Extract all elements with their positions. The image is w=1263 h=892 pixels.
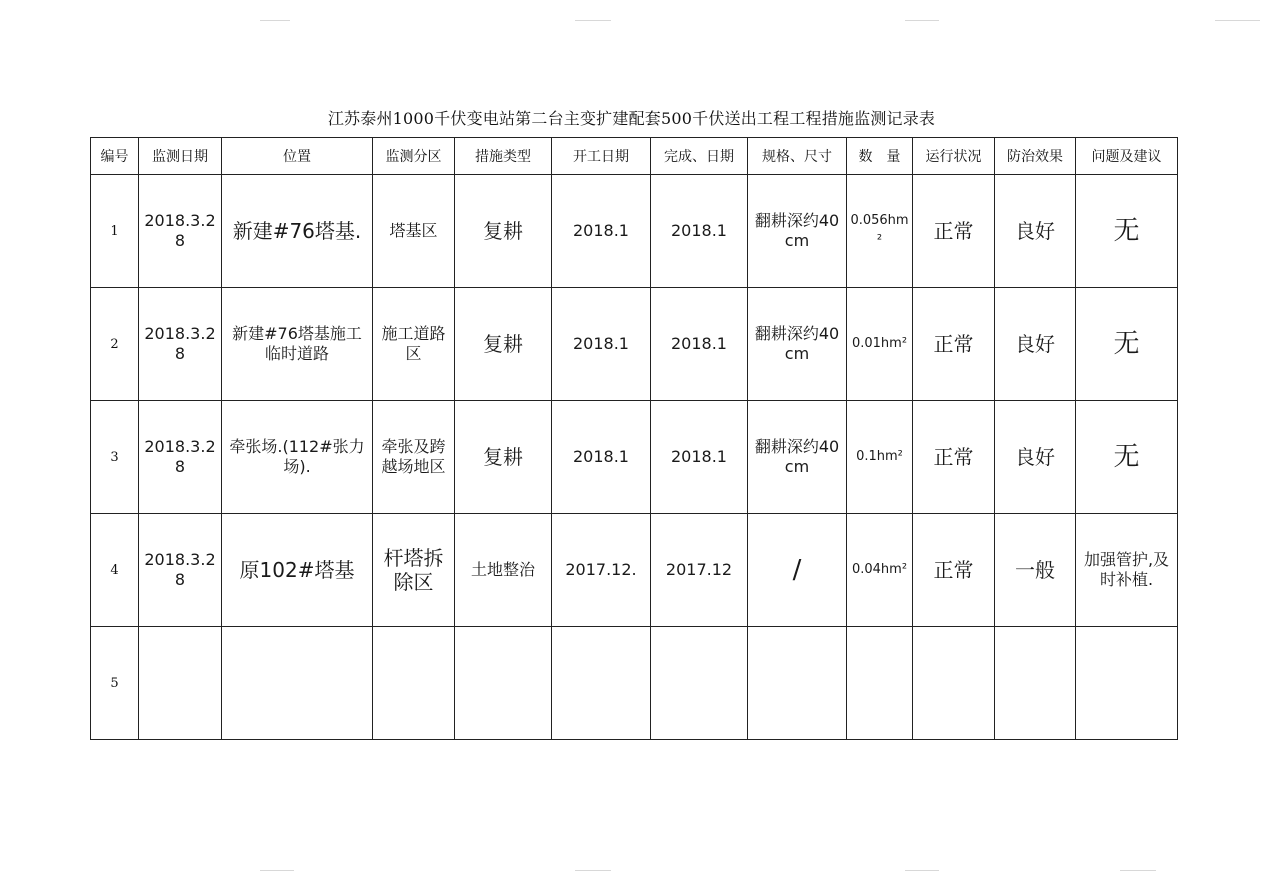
row-effect: 良好 — [995, 288, 1076, 401]
scan-artifact — [905, 20, 939, 21]
row-zone — [373, 627, 455, 740]
row-finish: 2018.1 — [651, 401, 748, 514]
row-measure: 复耕 — [455, 175, 552, 288]
row-id: 1 — [91, 175, 139, 288]
row-quantity — [847, 627, 913, 740]
row-effect: 一般 — [995, 514, 1076, 627]
row-zone: 塔基区 — [373, 175, 455, 288]
row-effect: 良好 — [995, 175, 1076, 288]
row-spec: / — [748, 514, 847, 627]
row-start: 2018.1 — [552, 288, 651, 401]
scan-artifact — [1120, 870, 1156, 871]
row-finish — [651, 627, 748, 740]
header-status: 运行状况 — [913, 138, 995, 175]
row-zone: 施工道路区 — [373, 288, 455, 401]
row-status: 正常 — [913, 401, 995, 514]
row-quantity: 0.01hm² — [847, 288, 913, 401]
row-start — [552, 627, 651, 740]
scan-artifact — [260, 870, 294, 871]
table-row — [91, 175, 1178, 288]
monitoring-record-table — [90, 137, 1178, 740]
row-date — [139, 627, 222, 740]
row-quantity: 0.056hm² — [847, 175, 913, 288]
row-location — [222, 627, 373, 740]
row-start: 2018.1 — [552, 401, 651, 514]
header-quantity: 数 量 — [847, 138, 913, 175]
row-suggestion: 无 — [1076, 401, 1178, 514]
row-suggestion — [1076, 627, 1178, 740]
row-date: 2018.3.28 — [139, 401, 222, 514]
document-title: 江苏泰州1000千伏变电站第二台主变扩建配套500千伏送出工程工程措施监测记录表 — [327, 109, 936, 128]
table-row — [91, 401, 1178, 514]
table-header-row — [91, 138, 1178, 175]
row-id: 4 — [91, 514, 139, 627]
row-status: 正常 — [913, 175, 995, 288]
row-measure — [455, 627, 552, 740]
row-measure: 复耕 — [455, 288, 552, 401]
row-quantity: 0.04hm² — [847, 514, 913, 627]
header-effect: 防治效果 — [995, 138, 1076, 175]
header-start-date: 开工日期 — [552, 138, 651, 175]
scan-artifact — [905, 870, 939, 871]
header-location: 位置 — [222, 138, 373, 175]
header-finish-date: 完成、日期 — [651, 138, 748, 175]
header-measure-type: 措施类型 — [455, 138, 552, 175]
row-spec: 翻耕深约40cm — [748, 401, 847, 514]
scan-artifact — [1215, 20, 1260, 21]
row-suggestion: 加强管护,及时补植. — [1076, 514, 1178, 627]
row-status — [913, 627, 995, 740]
row-effect — [995, 627, 1076, 740]
table-row — [91, 627, 1178, 740]
row-quantity: 0.1hm² — [847, 401, 913, 514]
row-finish: 2018.1 — [651, 175, 748, 288]
row-finish: 2017.12 — [651, 514, 748, 627]
row-date: 2018.3.28 — [139, 175, 222, 288]
row-suggestion: 无 — [1076, 175, 1178, 288]
row-spec — [748, 627, 847, 740]
row-location: 原102#塔基 — [222, 514, 373, 627]
row-date: 2018.3.28 — [139, 288, 222, 401]
table-row — [91, 514, 1178, 627]
scan-artifact — [575, 870, 611, 871]
row-finish: 2018.1 — [651, 288, 748, 401]
header-id: 编号 — [91, 138, 139, 175]
scan-artifact — [575, 20, 611, 21]
header-monitoring-zone: 监测分区 — [373, 138, 455, 175]
row-id: 2 — [91, 288, 139, 401]
row-spec: 翻耕深约40cm — [748, 175, 847, 288]
row-suggestion: 无 — [1076, 288, 1178, 401]
row-effect: 良好 — [995, 401, 1076, 514]
row-measure: 复耕 — [455, 401, 552, 514]
row-id: 5 — [91, 627, 139, 740]
scan-artifact — [260, 20, 290, 21]
header-monitoring-date: 监测日期 — [139, 138, 222, 175]
row-date: 2018.3.28 — [139, 514, 222, 627]
row-zone: 杆塔拆除区 — [373, 514, 455, 627]
table-row — [91, 288, 1178, 401]
row-measure: 土地整治 — [455, 514, 552, 627]
row-location: 牵张场.(112#张力场). — [222, 401, 373, 514]
row-start: 2018.1 — [552, 175, 651, 288]
row-start: 2017.12. — [552, 514, 651, 627]
row-zone: 牵张及跨越场地区 — [373, 401, 455, 514]
header-suggestion: 问题及建议 — [1076, 138, 1178, 175]
row-location: 新建#76塔基施工临时道路 — [222, 288, 373, 401]
row-status: 正常 — [913, 288, 995, 401]
row-spec: 翻耕深约40cm — [748, 288, 847, 401]
row-id: 3 — [91, 401, 139, 514]
row-status: 正常 — [913, 514, 995, 627]
header-spec: 规格、尺寸 — [748, 138, 847, 175]
row-location: 新建#76塔基. — [222, 175, 373, 288]
